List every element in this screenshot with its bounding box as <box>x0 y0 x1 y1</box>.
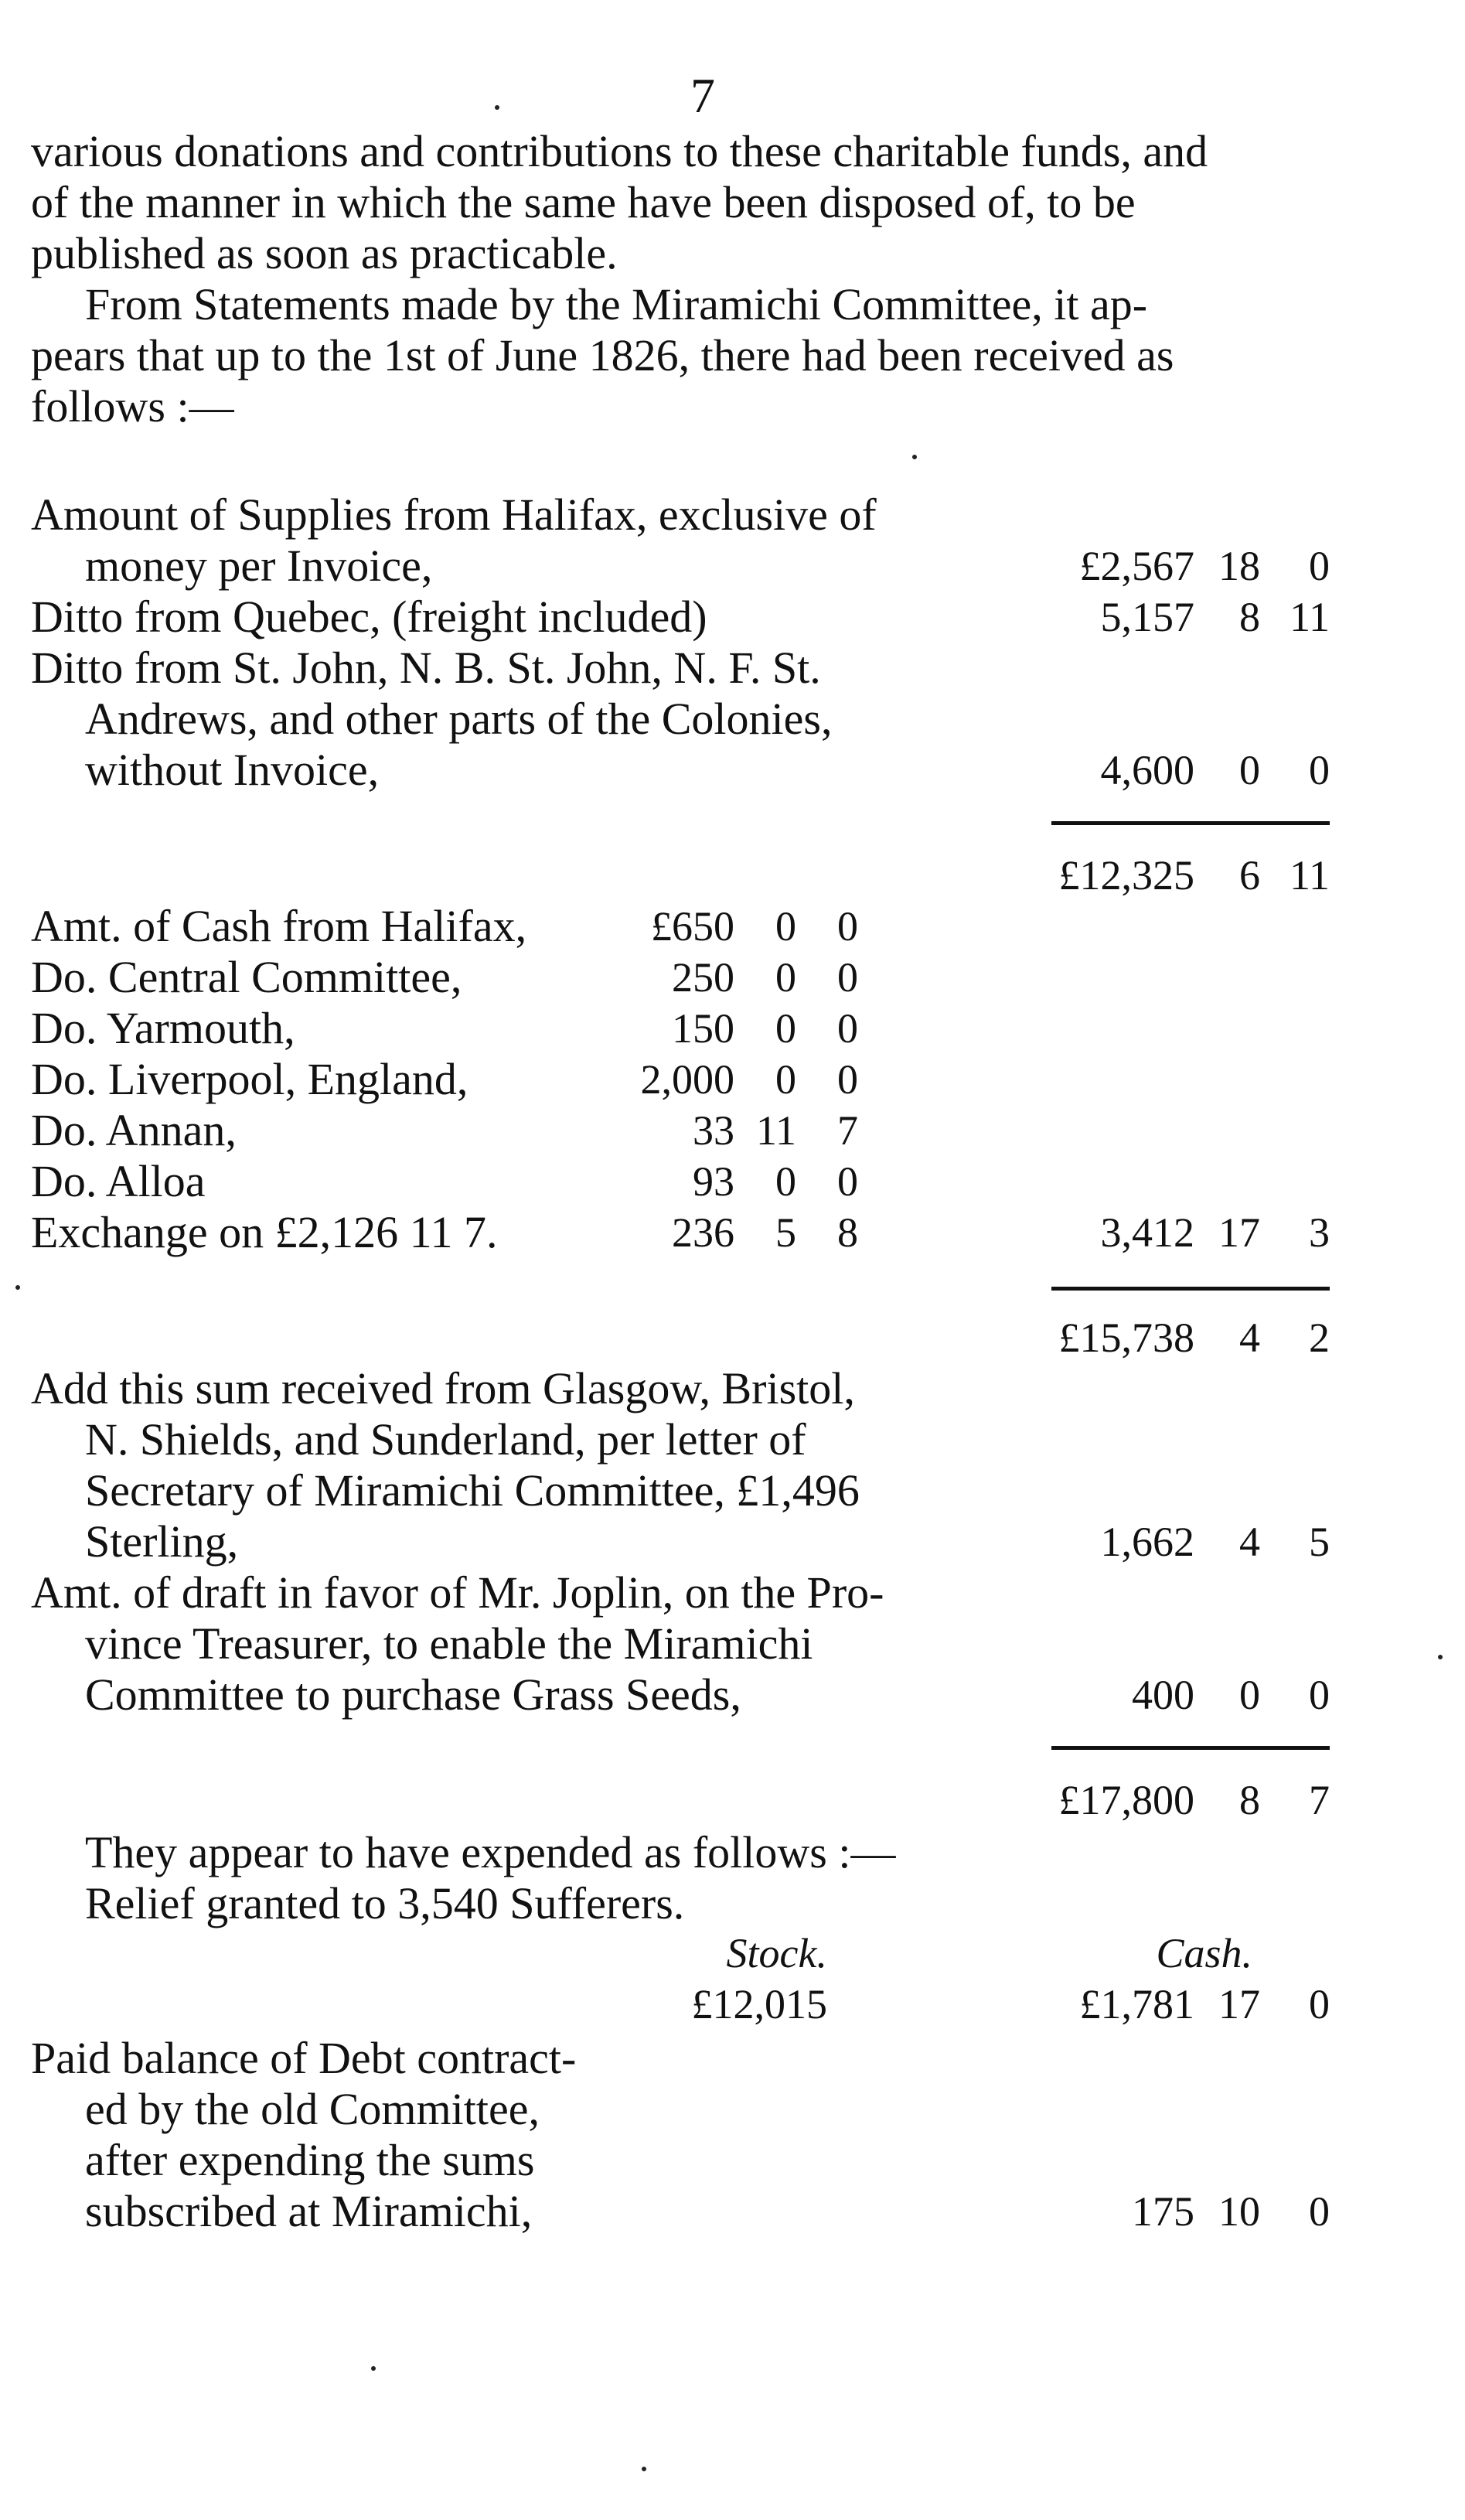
intro-line: of the manner in which the same have been disposed of, to be <box>31 177 1136 227</box>
cash-pence: 0 <box>837 903 858 950</box>
supply-label: without Invoice, <box>85 745 380 795</box>
debt-label: ed by the old Committee, <box>85 2084 540 2134</box>
addition-label: Secretary of Miramichi Committee, £1,496 <box>85 1465 860 1516</box>
subtotal-pence: 11 <box>1290 852 1330 899</box>
page-number: 7 <box>690 68 715 123</box>
subtotal-pounds: £15,738 <box>1058 1315 1194 1361</box>
cash-label: Do. Yarmouth, <box>31 1003 295 1053</box>
debt-shillings: 10 <box>1218 2188 1260 2235</box>
print-speck <box>912 455 917 459</box>
cash-label: Exchange on £2,126 11 7. <box>31 1207 498 1257</box>
cash-shillings: 0 <box>775 1056 796 1103</box>
cash-shillings: 0 <box>775 903 796 950</box>
supply-pounds: 4,600 <box>1100 747 1194 793</box>
debt-label: Paid balance of Debt contract- <box>31 2033 577 2083</box>
cash-pence: 0 <box>837 1005 858 1052</box>
supply-pence: 0 <box>1309 543 1330 589</box>
sum-rule <box>1051 1746 1330 1750</box>
sum-rule <box>1051 821 1330 825</box>
cash-label: Do. Central Committee, <box>31 952 462 1002</box>
addition-pence: 5 <box>1309 1519 1330 1565</box>
cash-pounds: 93 <box>693 1158 734 1205</box>
para2-line: pears that up to the 1st of June 1826, there had been received as <box>31 330 1174 380</box>
cash-shillings: 5 <box>775 1209 796 1256</box>
cash-value-pence: 0 <box>1309 1981 1330 2027</box>
cash-shillings: 11 <box>756 1107 796 1154</box>
supply-label: Amount of Supplies from Halifax, exclusive of <box>31 489 877 540</box>
cash-label: Amt. of Cash from Halifax, <box>31 901 527 951</box>
cash-pounds: 236 <box>672 1209 734 1256</box>
cash-pence: 7 <box>837 1107 858 1154</box>
intro-line: published as soon as practicable. <box>31 228 618 278</box>
cash-shillings: 0 <box>775 1005 796 1052</box>
addition-label: Sterling, <box>85 1516 239 1567</box>
addition-label: Committee to purchase Grass Seeds, <box>85 1669 741 1720</box>
intro-line: various donations and contributions to these charitable funds, and <box>31 126 1208 176</box>
cash-label: Do. Liverpool, England, <box>31 1054 468 1104</box>
grand-total-shillings: 8 <box>1239 1777 1260 1823</box>
debt-label: after expending the sums <box>85 2135 535 2185</box>
supply-pence: 0 <box>1309 747 1330 793</box>
debt-pence: 0 <box>1309 2188 1330 2235</box>
cash-pence: 0 <box>837 1158 858 1205</box>
subtotal-shillings: 4 <box>1239 1315 1260 1361</box>
supply-shillings: 18 <box>1218 543 1260 589</box>
relief-line: Relief granted to 3,540 Sufferers. <box>85 1878 685 1928</box>
cash-total-pence: 3 <box>1309 1209 1330 1256</box>
addition-label: Amt. of draft in favor of Mr. Joplin, on the Pro- <box>31 1567 884 1618</box>
cash-header: Cash. <box>1156 1930 1252 1976</box>
supply-label: money per Invoice, <box>85 540 433 591</box>
addition-shillings: 0 <box>1239 1672 1260 1718</box>
supply-label: Ditto from Quebec, (freight included) <box>31 592 707 642</box>
cash-label: Do. Annan, <box>31 1105 237 1155</box>
cash-total-pounds: 3,412 <box>1100 1209 1194 1256</box>
sum-rule <box>1051 1287 1330 1291</box>
subtotal-pounds: £12,325 <box>1058 852 1194 899</box>
supply-pounds: £2,567 <box>1079 543 1194 589</box>
para2-line: follows :— <box>31 381 234 431</box>
addition-pounds: 1,662 <box>1100 1519 1194 1565</box>
supply-shillings: 0 <box>1239 747 1260 793</box>
supply-label: Andrews, and other parts of the Colonies, <box>85 694 833 744</box>
cash-pounds: 2,000 <box>640 1056 734 1103</box>
print-speck <box>495 105 499 110</box>
subtotal-pence: 2 <box>1309 1315 1330 1361</box>
supply-label: Ditto from St. John, N. B. St. John, N. F. St. <box>31 643 821 693</box>
print-speck <box>642 2467 646 2471</box>
cash-pounds: £650 <box>651 903 734 950</box>
debt-label: subscribed at Miramichi, <box>85 2186 533 2236</box>
cash-pence: 8 <box>837 1209 858 1256</box>
stock-value: £12,015 <box>691 1981 827 2027</box>
cash-shillings: 0 <box>775 954 796 1001</box>
cash-shillings: 0 <box>775 1158 796 1205</box>
supply-pence: 11 <box>1290 594 1330 640</box>
cash-pounds: 150 <box>672 1005 734 1052</box>
subtotal-shillings: 6 <box>1239 852 1260 899</box>
cash-pence: 0 <box>837 1056 858 1103</box>
cash-value-pounds: £1,781 <box>1079 1981 1194 2027</box>
para2-line: From Statements made by the Miramichi Committee, it ap- <box>85 279 1148 329</box>
grand-total-pence: 7 <box>1309 1777 1330 1823</box>
addition-label: Add this sum received from Glasgow, Bristol, <box>31 1363 855 1413</box>
supply-pounds: 5,157 <box>1100 594 1194 640</box>
cash-pounds: 250 <box>672 954 734 1001</box>
cash-label: Do. Alloa <box>31 1156 206 1206</box>
grand-total-pounds: £17,800 <box>1058 1777 1194 1823</box>
addition-pence: 0 <box>1309 1672 1330 1718</box>
print-speck <box>371 2366 376 2371</box>
cash-pence: 0 <box>837 954 858 1001</box>
debt-pounds: 175 <box>1132 2188 1194 2235</box>
print-speck <box>1438 1655 1443 1659</box>
addition-label: N. Shields, and Sunderland, per letter of <box>85 1414 806 1465</box>
addition-label: vince Treasurer, to enable the Miramichi <box>85 1618 813 1669</box>
addition-pounds: 400 <box>1132 1672 1194 1718</box>
stock-header: Stock. <box>726 1930 827 1976</box>
supply-shillings: 8 <box>1239 594 1260 640</box>
addition-shillings: 4 <box>1239 1519 1260 1565</box>
cash-pounds: 33 <box>693 1107 734 1154</box>
cash-value-shillings: 17 <box>1218 1981 1260 2027</box>
cash-total-shillings: 17 <box>1218 1209 1260 1256</box>
print-speck <box>15 1285 20 1290</box>
expended-heading: They appear to have expended as follows :— <box>85 1827 896 1877</box>
